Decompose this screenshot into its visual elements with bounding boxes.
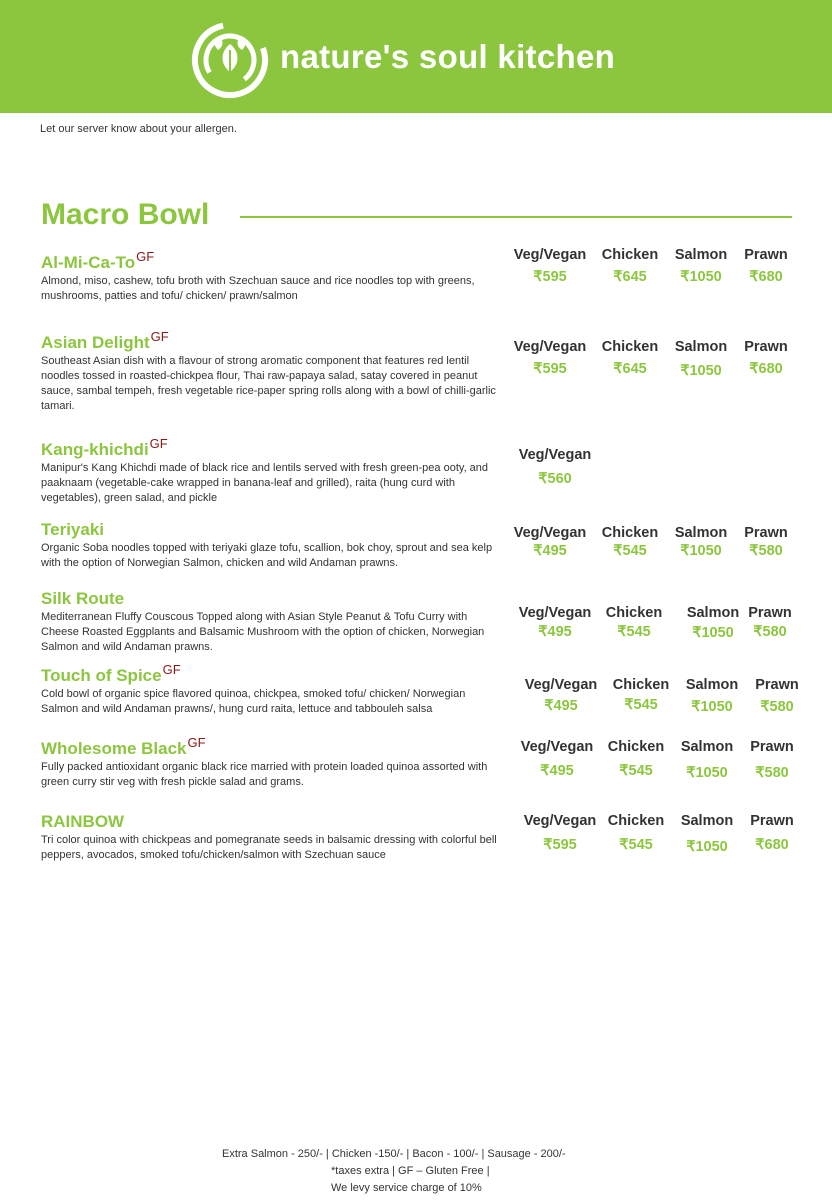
price-option-label: Chicken <box>605 605 663 621</box>
gluten-free-mark: GF <box>162 662 181 677</box>
price-value: ₹1050 <box>680 543 722 559</box>
price-value: ₹580 <box>749 543 783 559</box>
item-name <box>41 812 501 832</box>
price-value: ₹1050 <box>686 765 728 781</box>
price-option-label: Prawn <box>748 605 792 621</box>
price-value: ₹1050 <box>691 699 733 715</box>
price-option-label: Salmon <box>686 605 740 621</box>
item-name <box>41 247 501 273</box>
menu-item <box>41 589 501 655</box>
price-value: ₹545 <box>619 837 653 853</box>
price-value: ₹680 <box>755 837 789 853</box>
price-option-label: Veg/Vegan <box>513 247 587 263</box>
price-value: ₹1050 <box>686 839 728 855</box>
price-option-label: Chicken <box>607 739 665 755</box>
price-value: ₹645 <box>613 361 647 377</box>
item-name-text: Kang-khichdi <box>41 440 149 459</box>
price-value: ₹545 <box>619 763 653 779</box>
price-value: ₹495 <box>533 543 567 559</box>
price-option-label: Salmon <box>674 339 728 355</box>
item-description: Southeast Asian dish with a flavour of strong aromatic component that features red lentil noodles tossed in roasted-chickpea flour, Thai raw-papaya salad, satay covered in peanut sauce, sambal tempeh, fresh vegetable rice-paper spring rolls along with a bowl of chilli-garlic tamari. <box>41 355 496 412</box>
price-value: ₹580 <box>760 699 794 715</box>
price-value: ₹560 <box>538 471 572 487</box>
price-option-label: Salmon <box>680 813 734 829</box>
price-value: ₹595 <box>543 837 577 853</box>
footer-service: We levy service charge of 10% <box>331 1182 482 1194</box>
item-name-text: Asian Delight <box>41 333 150 352</box>
item-description: Cold bowl of organic spice flavored quinoa, chickpea, smoked tofu/ chicken/ Norwegian Salmon and wild Andaman prawns/, hung curd raita, lettuce and tabbouleh salsa <box>41 688 466 715</box>
section-title: Macro Bowl <box>41 198 210 231</box>
price-option-label: Veg/Vegan <box>513 525 587 541</box>
price-value: ₹1050 <box>680 269 722 285</box>
price-option-label: Prawn <box>755 677 799 693</box>
price-option-label: Salmon <box>685 677 739 693</box>
price-value: ₹580 <box>755 765 789 781</box>
price-value: ₹545 <box>613 543 647 559</box>
price-option-label: Prawn <box>750 813 794 829</box>
price-value: ₹580 <box>753 624 787 640</box>
header-banner <box>0 0 832 113</box>
price-value: ₹545 <box>617 624 651 640</box>
price-option-label: Veg/Vegan <box>518 447 592 463</box>
price-option-label: Salmon <box>674 247 728 263</box>
price-value: ₹680 <box>749 269 783 285</box>
price-option-label: Salmon <box>680 739 734 755</box>
price-value: ₹495 <box>540 763 574 779</box>
price-option-label: Chicken <box>601 339 659 355</box>
price-option-label: Prawn <box>750 739 794 755</box>
menu-item <box>41 520 501 571</box>
footer-extras: Extra Salmon - 250/- | Chicken -150/- | Bacon - 100/- | Sausage - 200/- <box>222 1148 566 1160</box>
item-name <box>41 520 501 540</box>
price-value: ₹595 <box>533 269 567 285</box>
price-value: ₹595 <box>533 361 567 377</box>
item-name-text: Wholesome Black <box>41 739 187 758</box>
brand-name: nature's soul kitchen <box>280 38 616 75</box>
price-option-label: Chicken <box>601 525 659 541</box>
item-name-text: Al-Mi-Ca-To <box>41 253 136 272</box>
price-option-label: Salmon <box>674 525 728 541</box>
menu-item <box>41 434 501 506</box>
price-value: ₹680 <box>749 361 783 377</box>
gluten-free-mark: GF <box>187 735 206 750</box>
price-option-label: Chicken <box>612 677 670 693</box>
price-option-label: Veg/Vegan <box>524 677 598 693</box>
price-option-label: Veg/Vegan <box>518 605 592 621</box>
item-name-text: Silk Route <box>41 589 125 608</box>
allergen-notice: Let our server know about your allergen. <box>40 123 237 135</box>
item-name-text: Teriyaki <box>41 520 105 539</box>
menu-item <box>41 247 501 304</box>
price-option-label: Chicken <box>601 247 659 263</box>
menu-item <box>41 660 501 717</box>
price-value: ₹495 <box>544 698 578 714</box>
price-value: ₹1050 <box>692 625 734 641</box>
price-value: ₹645 <box>613 269 647 285</box>
price-value: ₹1050 <box>680 363 722 379</box>
price-option-label: Veg/Vegan <box>523 813 597 829</box>
item-description: Mediterranean Fluffy Couscous Topped along with Asian Style Peanut & Tofu Curry with Cheese Roasted Eggplants and Balsamic Mushroom with the option of chicken, Norwegian Salmon and wild Andaman prawns. <box>41 611 485 653</box>
price-option-label: Prawn <box>744 247 788 263</box>
item-description: Fully packed antioxidant organic black rice married with protein loaded quinoa assorted with green curry stir veg with fresh pickle salad and grams. <box>41 761 488 788</box>
item-name <box>41 434 501 460</box>
menu-item <box>41 812 501 863</box>
menu-item <box>41 327 501 414</box>
footer-taxes: *taxes extra | GF – Gluten Free | <box>331 1165 490 1177</box>
item-description: Organic Soba noodles topped with teriyaki glaze tofu, scallion, bok choy, sprout and sea kelp with the option of Norwegian Salmon, chicken and wild Andaman prawns. <box>41 542 493 569</box>
price-value: ₹545 <box>624 697 658 713</box>
price-option-label: Chicken <box>607 813 665 829</box>
price-option-label: Prawn <box>744 339 788 355</box>
menu-item <box>41 733 501 790</box>
item-name-text: Touch of Spice <box>41 666 162 685</box>
item-description: Almond, miso, cashew, tofu broth with Szechuan sauce and rice noodles top with greens, mushrooms, patties and tofu/ chicken/ prawn/salmon <box>41 275 475 302</box>
section-divider <box>240 216 792 218</box>
item-name-text: RAINBOW <box>41 812 125 831</box>
item-name <box>41 660 501 686</box>
price-option-label: Prawn <box>744 525 788 541</box>
item-name <box>41 589 501 609</box>
gluten-free-mark: GF <box>136 249 155 264</box>
item-description: Manipur's Kang Khichdi made of black rice and lentils served with fresh green-pea ooty, and paaknaam (vegetable-cake wrapped in banana-leaf and grilled), raita (hung curd with vegetables), green salad, and pickle <box>41 462 489 504</box>
gluten-free-mark: GF <box>149 436 168 451</box>
price-option-label: Veg/Vegan <box>520 739 594 755</box>
price-value: ₹495 <box>538 624 572 640</box>
leaf-logo-icon <box>190 20 270 100</box>
item-name <box>41 327 501 353</box>
item-description: Tri color quinoa with chickpeas and pomegranate seeds in balsamic dressing with colorful bell peppers, avocados, smoked tofu/chicken/salmon with Szechuan sauce <box>41 834 497 861</box>
gluten-free-mark: GF <box>150 329 169 344</box>
item-name <box>41 733 501 759</box>
price-option-label: Veg/Vegan <box>513 339 587 355</box>
